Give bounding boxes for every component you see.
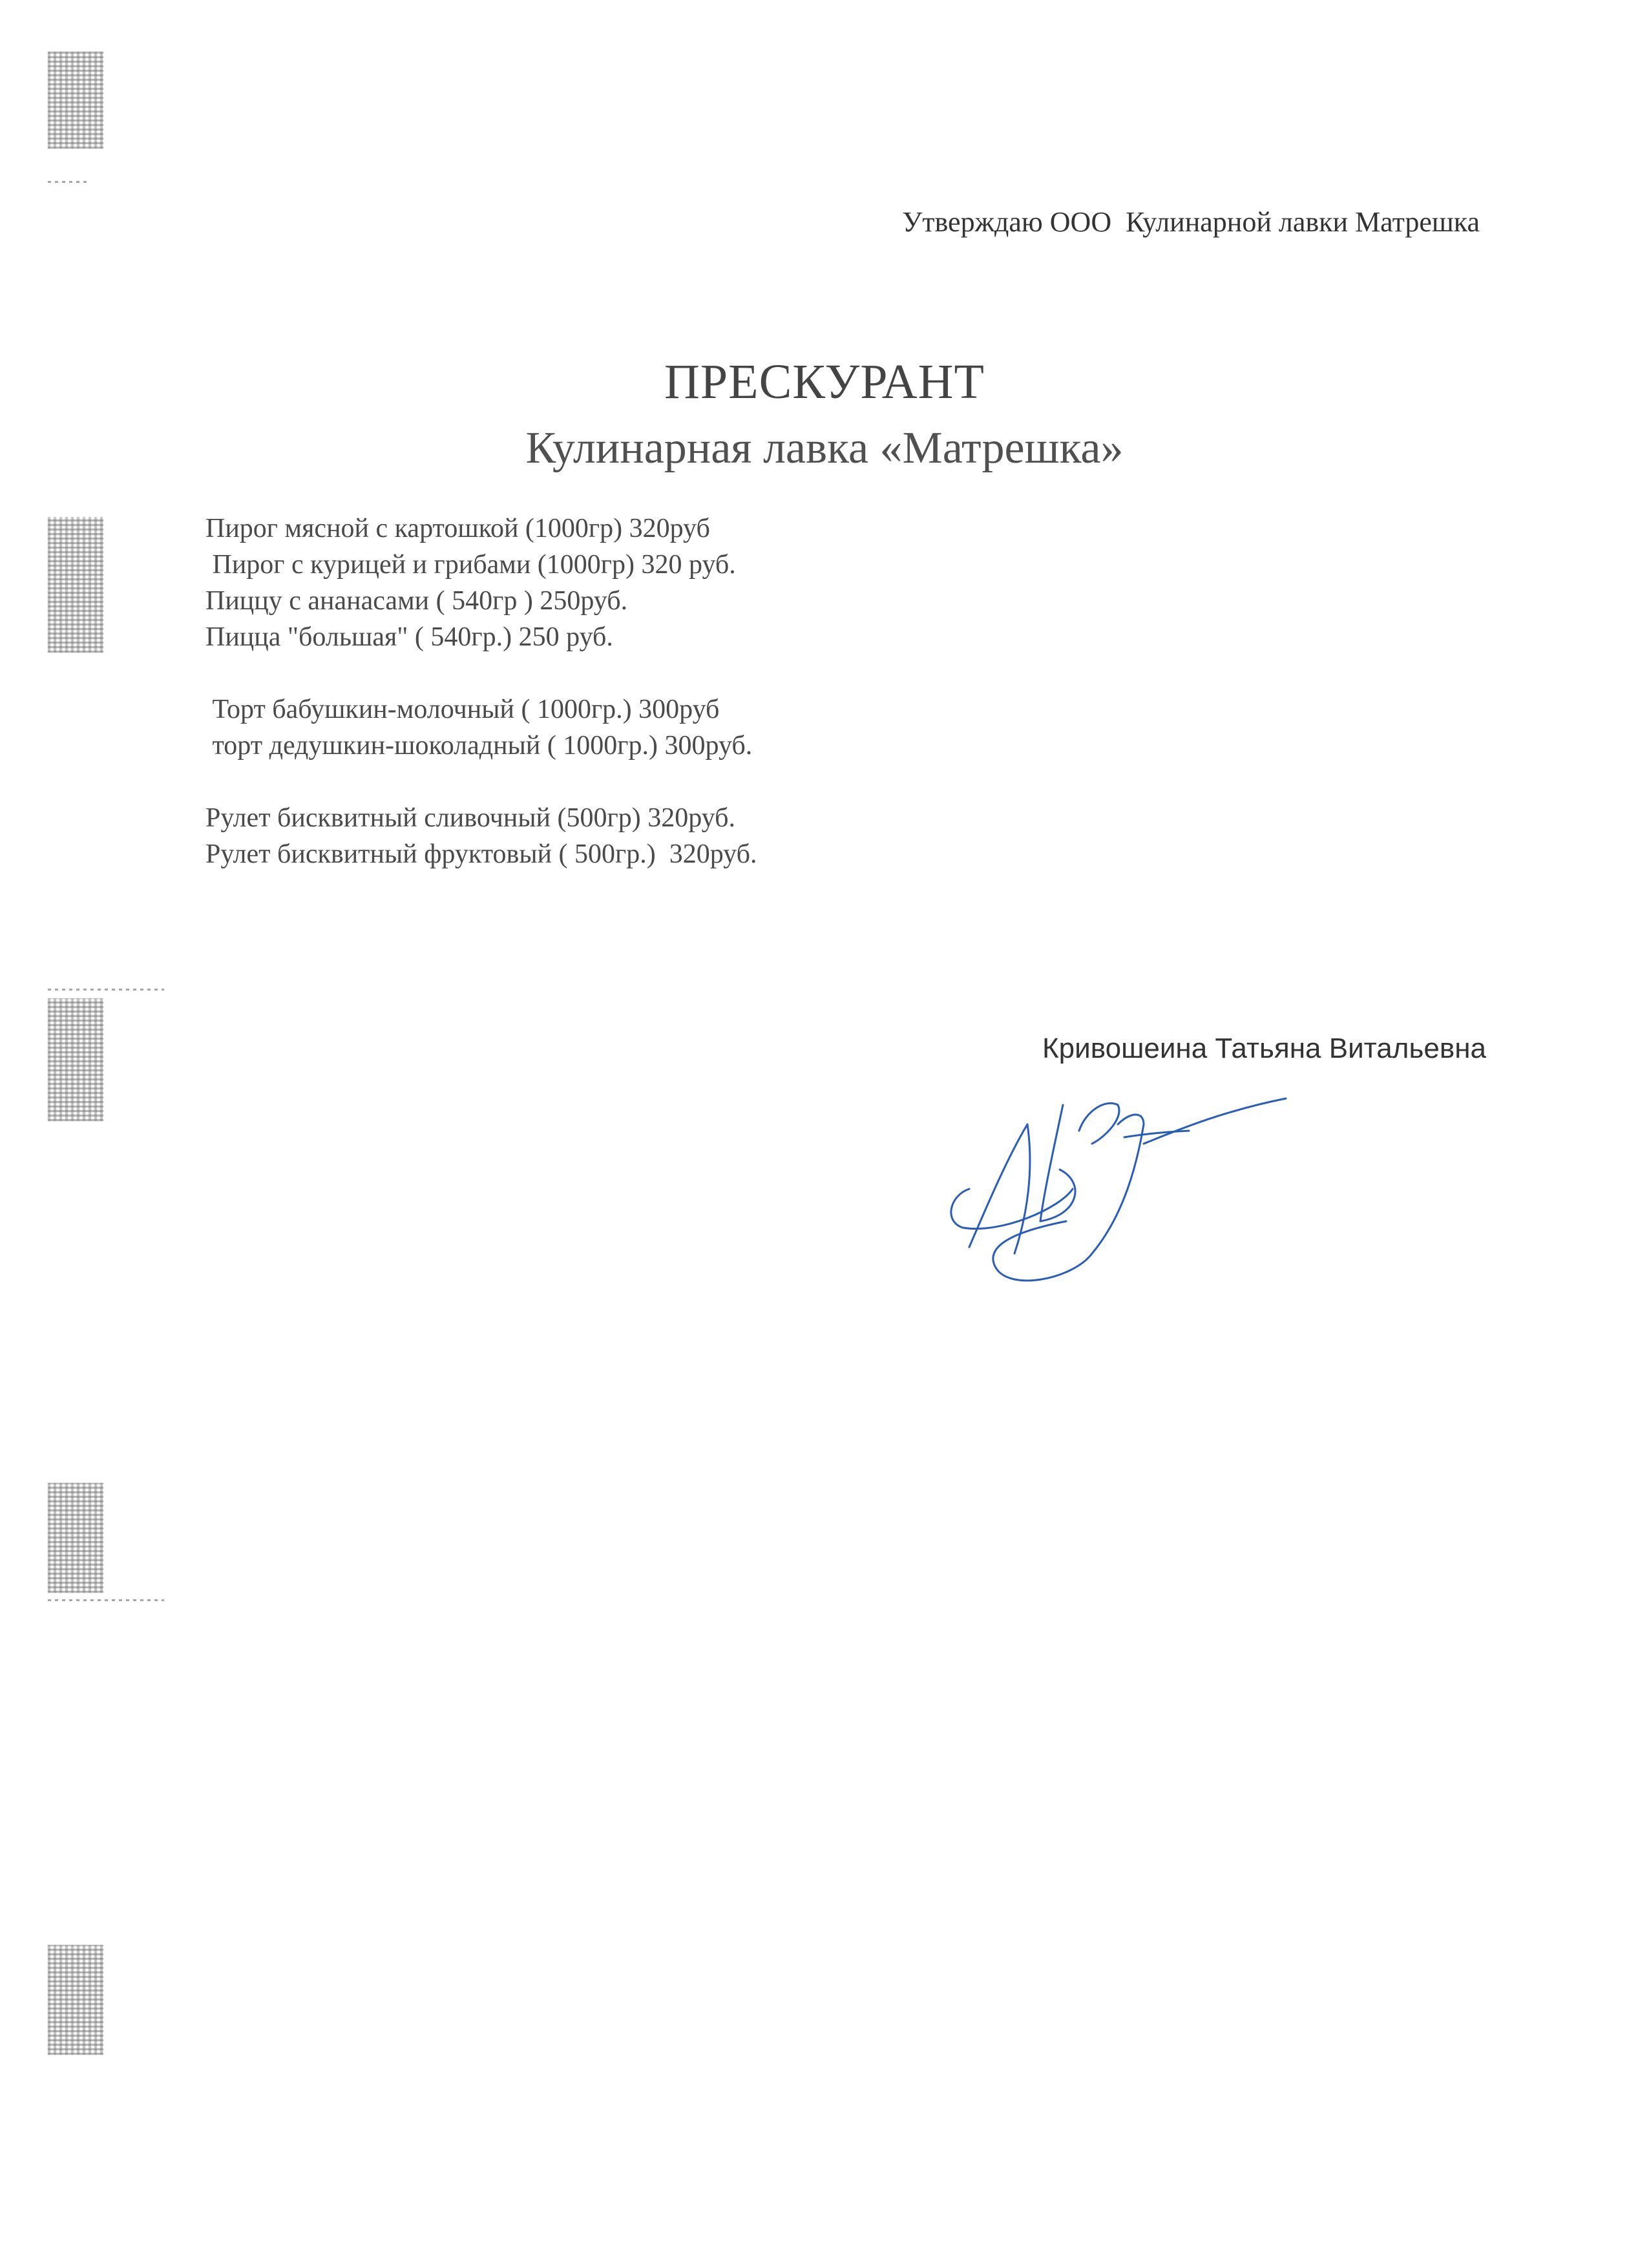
scan-artifact bbox=[48, 517, 103, 653]
price-item: Пицца "большая" ( 540гр.) 250 руб. bbox=[205, 622, 613, 652]
price-item: Рулет бисквитный фруктовый ( 500гр.) 320руб. bbox=[205, 839, 757, 869]
price-item: Пиццу с ананасами ( 540гр ) 250руб. bbox=[205, 586, 628, 616]
document-title: ПРЕСКУРАНТ bbox=[664, 355, 985, 409]
price-item: Пирог с курицей и грибами (1000гр) 320 руб. bbox=[205, 550, 736, 580]
scan-artifact bbox=[48, 1945, 103, 2055]
signer-name: Кривошеина Татьяна Витальевна bbox=[1042, 1033, 1486, 1064]
scan-artifact bbox=[48, 1599, 164, 1601]
handwritten-signature bbox=[930, 1060, 1292, 1292]
scan-artifact bbox=[48, 181, 87, 183]
price-item: Пирог мясной с картошкой (1000гр) 320руб bbox=[205, 514, 710, 543]
scan-artifact bbox=[48, 989, 164, 991]
scan-artifact bbox=[48, 52, 103, 149]
group-spacer bbox=[205, 655, 757, 691]
group-spacer bbox=[205, 764, 757, 800]
price-item: Торт бабушкин-молочный ( 1000гр.) 300руб bbox=[205, 695, 720, 724]
scan-artifact bbox=[48, 998, 103, 1121]
document-subtitle: Кулинарная лавка «Матрешка» bbox=[525, 423, 1124, 473]
scan-artifact bbox=[48, 1483, 103, 1593]
approval-line: Утверждаю ООО Кулинарной лавки Матрешка bbox=[902, 206, 1480, 238]
price-item: Рулет бисквитный сливочный (500гр) 320руб. bbox=[205, 803, 735, 833]
price-list bbox=[205, 510, 757, 872]
price-item: торт дедушкин-шоколадный ( 1000гр.) 300руб. bbox=[205, 731, 753, 761]
